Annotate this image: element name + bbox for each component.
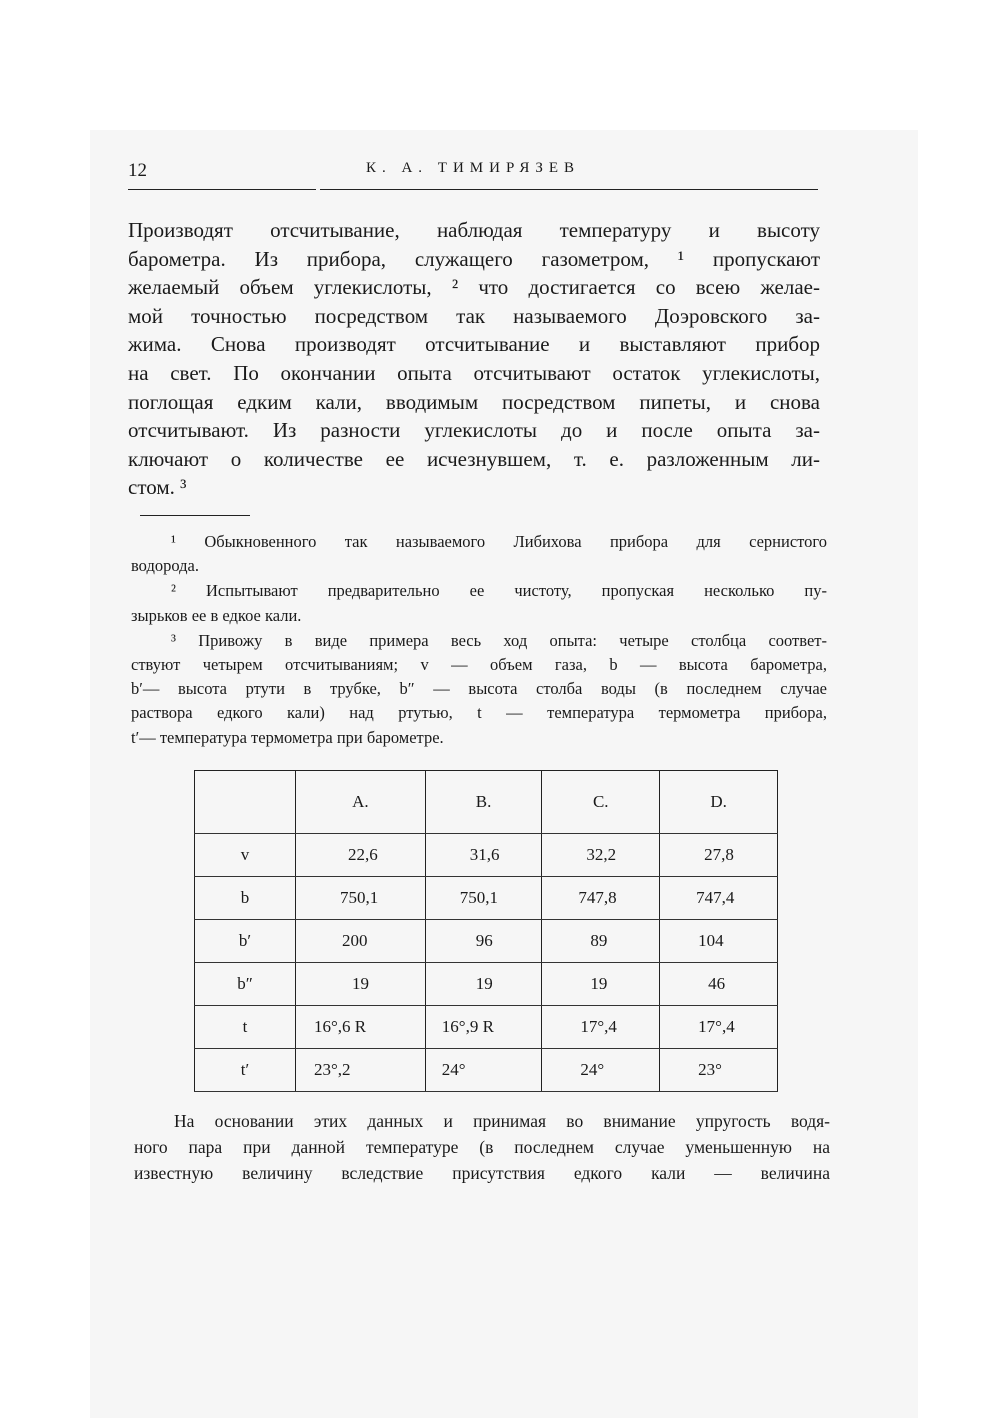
- table-cell: 19: [425, 963, 542, 1006]
- table-corner-cell: [195, 771, 296, 834]
- body-line: барометра. Из прибора, служащего газометром, ¹ пропускают: [128, 246, 820, 271]
- table-cell: 104: [660, 920, 778, 963]
- page-number: 12: [128, 160, 147, 181]
- footnote-line: b′— высота ртути в трубке, b″ — высота столба воды (в последнем случае: [131, 679, 827, 699]
- footnote-separator: [140, 515, 250, 516]
- table-cell: 22,6: [296, 834, 426, 877]
- closing-line: На основании этих данных и принимая во внимание упругость водя-: [174, 1111, 830, 1131]
- main-paragraph: [128, 216, 820, 502]
- footnote-3: [131, 629, 827, 750]
- closing-line: известную величину вследствие присутствия едкого кали — величина: [134, 1163, 830, 1183]
- row-label: b″: [195, 963, 296, 1006]
- column-header-a: A.: [296, 771, 426, 834]
- body-line: на свет. По окончании опыта отсчитывают остаток углекислоты,: [128, 360, 820, 385]
- footnote-1: [131, 530, 827, 578]
- table-cell: 27,8: [660, 834, 778, 877]
- table-cell: 19: [542, 963, 660, 1006]
- column-header-b: B.: [425, 771, 542, 834]
- table-cell: 23°: [660, 1049, 778, 1092]
- table-cell: 24°: [425, 1049, 542, 1092]
- table-cell: 750,1: [425, 877, 542, 920]
- body-line: ключают о количестве ее исчезнувшем, т. е. разложенным ли-: [128, 446, 820, 471]
- row-label: v: [195, 834, 296, 877]
- body-line: отсчитывают. Из разности углекислоты до и после опыта за-: [128, 418, 820, 443]
- table-row: [195, 1049, 778, 1092]
- table-cell: 24°: [542, 1049, 660, 1092]
- table-cell: 96: [425, 920, 542, 963]
- footnote-line: ¹ Обыкновенного так называемого Либихова прибора для сернистого: [171, 532, 827, 551]
- row-label: t′: [195, 1049, 296, 1092]
- table-cell: 89: [542, 920, 660, 963]
- closing-line: ного пара при данной температуре (в последнем случае уменьшенную на: [134, 1137, 830, 1157]
- table-header-row: [195, 771, 778, 834]
- column-header-c: C.: [542, 771, 660, 834]
- table-cell: 747,8: [542, 877, 660, 920]
- footnote-line: водорода.: [131, 556, 199, 576]
- body-line: желаемый объем углекислоты, ² что достигается со всею желае-: [128, 275, 820, 300]
- table-row: [195, 1006, 778, 1049]
- data-table: [194, 770, 778, 1092]
- measurement-table: [194, 770, 778, 1092]
- footnote-line: ствуют четырем отсчитываниям; v — объем газа, b — высота барометра,: [131, 655, 827, 675]
- header-rule-left: [128, 189, 316, 190]
- footnote-2: [131, 579, 827, 627]
- table-cell: 31,6: [425, 834, 542, 877]
- table-cell: 32,2: [542, 834, 660, 877]
- table-cell: 19: [296, 963, 426, 1006]
- table-row: [195, 834, 778, 877]
- table-row: [195, 920, 778, 963]
- body-line: поглощая едким кали, вводимым посредством пипеты, и снова: [128, 389, 820, 414]
- table-cell: 23°,2: [296, 1049, 426, 1092]
- column-header-d: D.: [660, 771, 778, 834]
- footnote-line: ² Испытывают предварительно ее чистоту, пропуская несколько пу-: [171, 581, 827, 601]
- page-header: [128, 158, 818, 188]
- footnote-line: t′— температура термометра при барометре.: [131, 727, 444, 747]
- body-line: Производят отсчитывание, наблюдая температуру и высоту: [128, 218, 820, 242]
- footnote-line: ³ Привожу в виде примера весь ход опыта: четыре столбца соответ-: [171, 630, 827, 650]
- table-cell: 16°,6 R: [296, 1006, 426, 1049]
- table-cell: 16°,9 R: [425, 1006, 542, 1049]
- table-cell: 750,1: [296, 877, 426, 920]
- row-label: b′: [195, 920, 296, 963]
- footnotes: [131, 530, 827, 750]
- row-label: b: [195, 877, 296, 920]
- table-row: [195, 877, 778, 920]
- footnote-line: зырьков ее в едкое кали.: [131, 605, 302, 625]
- table-cell: 17°,4: [660, 1006, 778, 1049]
- header-rule-right: [320, 189, 818, 190]
- body-line: жима. Снова производят отсчитывание и выставляют прибор: [128, 332, 820, 357]
- table-cell: 46: [660, 963, 778, 1006]
- row-label: t: [195, 1006, 296, 1049]
- table-cell: 17°,4: [542, 1006, 660, 1049]
- table-row: [195, 963, 778, 1006]
- table-cell: 200: [296, 920, 426, 963]
- body-line: стом. ³: [128, 475, 187, 500]
- table-cell: 747,4: [660, 877, 778, 920]
- footnote-line: раствора едкого кали) над ртутью, t — температура термометра прибора,: [131, 703, 827, 723]
- running-head: К. А. ТИМИРЯЗЕВ: [365, 160, 581, 176]
- body-line: мой точностью посредством так называемого Доэровского за-: [128, 303, 820, 328]
- closing-paragraph: [134, 1108, 830, 1186]
